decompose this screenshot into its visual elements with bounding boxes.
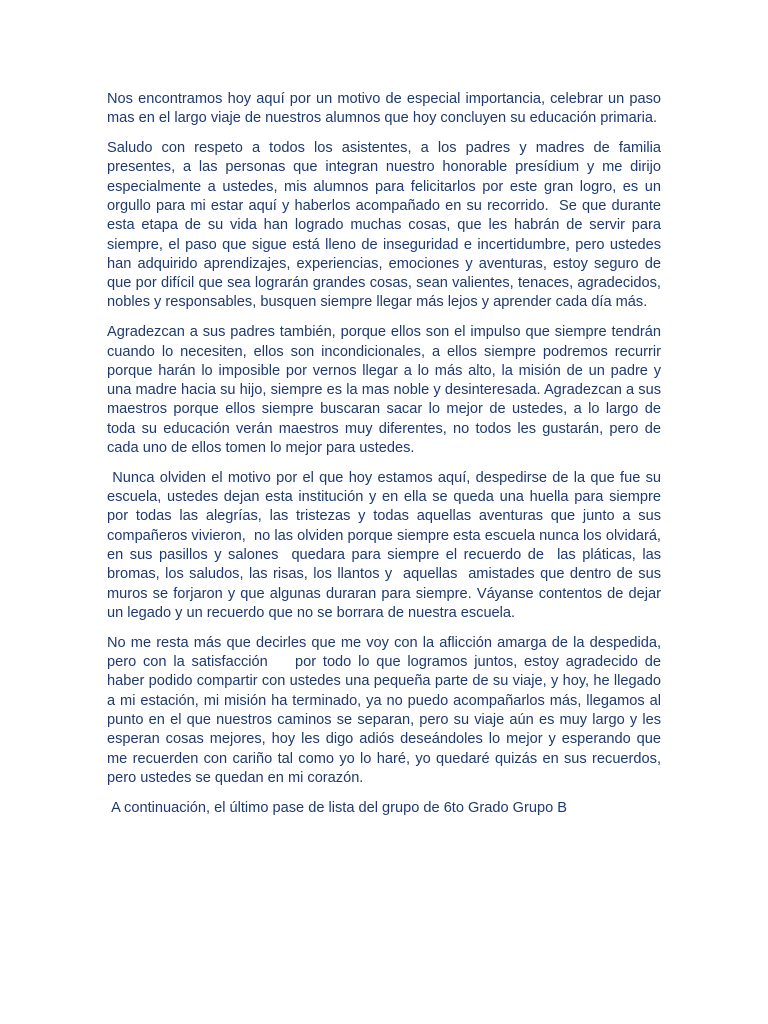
paragraph-opening: Nos encontramos hoy aquí por un motivo de especial importancia, celebrar un paso mas en el largo viaje de nuestros alumnos que hoy concluyen su educación primaria. [107,91,666,127]
paragraph-roll-call: A continuación, el último pase de lista del grupo de 6to Grado Grupo B [107,799,567,816]
paragraph-thanks: Agradezcan a sus padres también, porque ellos son el impulso que siempre tendrán cuando lo necesiten, ellos son incondicionales, a ellos siempre podremos recurrir porque harán lo imposible por vernos llegar a lo más alto, la misión de un padre y una madre hacia su hijo, siempre es la mas noble y desinteresada. Agradezcan a sus maestros porque ellos siempre buscaran sacar lo mejor de ustedes, a lo largo de toda su educación verán maestros muy diferentes, no todos les gustarán, pero de cada uno de ellos tomen lo mejor para ustedes. [107,324,666,457]
document-body [107,90,666,828]
paragraph-farewell: No me resta más que decirles que me voy con la aflicción amarga de la despedida, pero con la satisfacción por todo lo que logramos juntos, estoy agradecido de haber podido compartir con ustedes una pequeña parte de su viaje, y hoy, he llegado a mi estación, mi misión ha terminado, ya no puedo acompañarlos más, llegamos al punto en el que nuestros caminos se separan, pero su viaje aún es muy largo y les esperan cosas mejores, hoy les digo adiós deseándoles lo mejor y esperando que me recuerden con cariño tal como yo lo haré, yo quedaré quizás en sus recuerdos, pero ustedes se quedan en mi corazón. [107,634,666,786]
paragraph-greeting: Saludo con respeto a todos los asistentes, a los padres y madres de familia presentes, a las personas que integran nuestro honorable presídium y me dirijo especialmente a ustedes, mis alumnos para felicitarlos por este gran logro, es un orgullo para mi estar aquí y haberlos acompañado en su recorrido. Se que durante esta etapa de su vida han logrado muchas cosas, que les habrán de servir para siempre, el paso que sigue está lleno de inseguridad e incertidumbre, pero ustedes han adquirido aprendizajes, experiencias, emociones y aventuras, estoy seguro de que por difícil que sea lograrán grandes cosas, sean valientes, tenaces, agradecidos, nobles y responsables, busquen siempre llegar más lejos y aprender cada día más. [107,140,666,311]
paragraph-never-forget: Nunca olviden el motivo por el que hoy estamos aquí, despedirse de la que fue su escuela, ustedes dejan esta institución y en ella se queda una huella para siempre por todas las alegrías, las tristezas y todas aquellas aventuras que junto a sus compañeros vivieron, no las olviden porque siempre esta escuela nunca los olvidará, en sus pasillos y salones quedara para siempre el recuerdo de las pláticas, las bromas, los saludos, las risas, los llantos y aquellas amistades que dentro de sus muros se forjaron y que algunas duraran para siempre. Váyanse contentos de dejar un legado y un recuerdo que no se borrara de nuestra escuela. [107,469,666,621]
